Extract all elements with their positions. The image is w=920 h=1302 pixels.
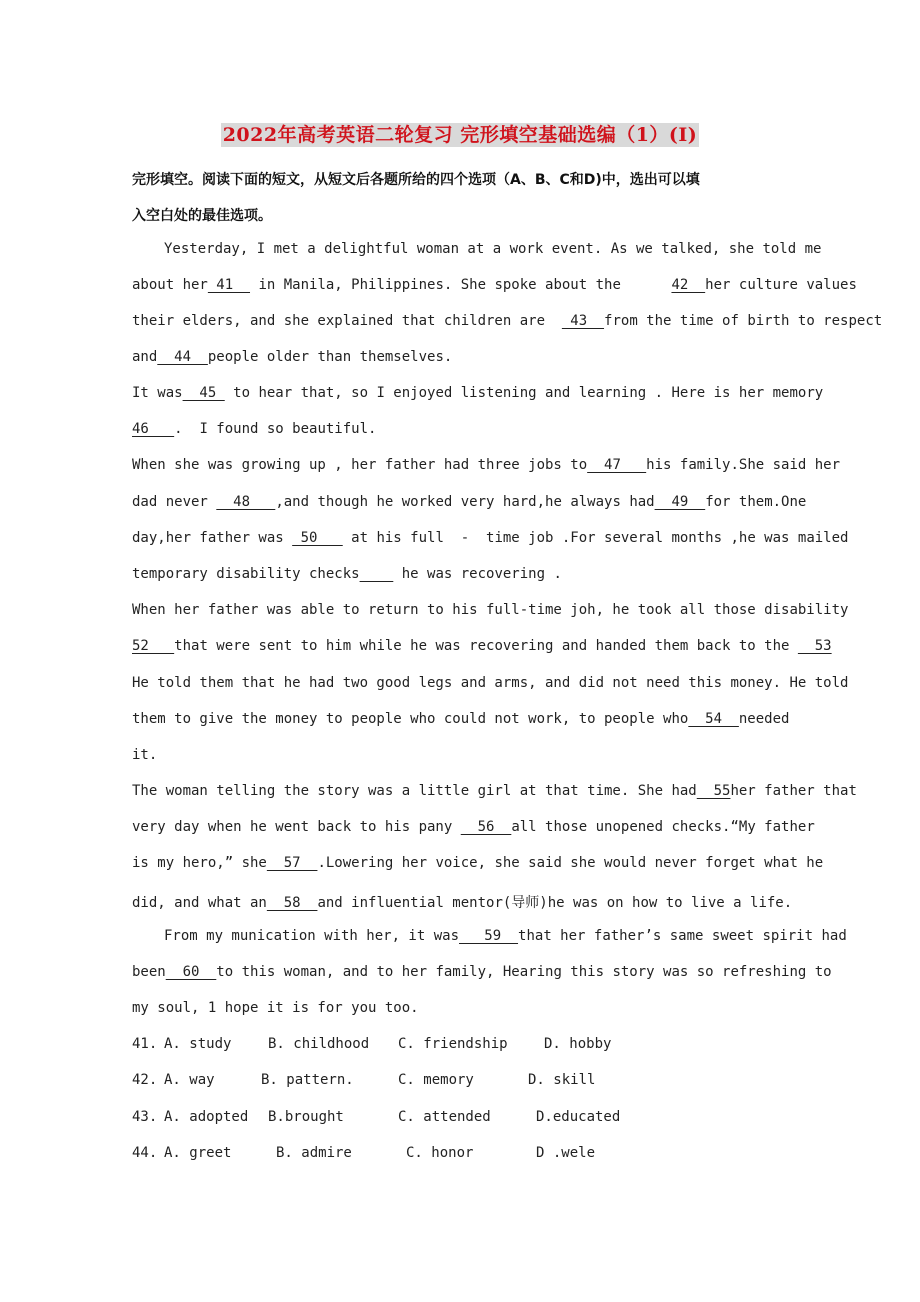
passage-line (132, 638, 832, 654)
passage-text: The woman telling the story was a little girl at that time. She had (132, 783, 697, 799)
passage-line (132, 711, 789, 727)
answer-option: C. attended (398, 1109, 491, 1125)
passage-text: .Lowering her voice, she said she would never forget what he (317, 855, 824, 871)
blank-number: 45 (182, 385, 225, 401)
passage-line (132, 385, 823, 401)
passage-text: at his full - time job .For several months ,he was mailed (342, 530, 849, 546)
passage-line (132, 349, 452, 365)
blank-number: 55 (696, 783, 731, 799)
question-number: 44. (132, 1145, 158, 1161)
passage-line (132, 566, 562, 582)
answer-option: D .wele (536, 1145, 596, 1161)
passage-text: he was recovering . (393, 566, 562, 582)
answer-option: A. study (164, 1036, 232, 1052)
passage-line (132, 892, 792, 912)
passage-text: needed (738, 711, 790, 727)
blank-number: 54 (688, 711, 739, 727)
passage-line (132, 1000, 419, 1016)
passage-text: their elders, and she explained that children are (132, 313, 562, 329)
blank-number: 42 (671, 277, 706, 293)
passage-text: From my munication with her, it was (164, 928, 460, 944)
blank-number: 41 (207, 277, 251, 293)
passage-text: his family.She said her (646, 457, 841, 473)
passage-text: it. (132, 747, 158, 763)
answer-option: B. admire (276, 1145, 352, 1161)
passage-text: my soul, 1 hope it is for you too. (132, 1000, 419, 1016)
passage-text: been (132, 964, 166, 980)
blank-number: 59 (459, 928, 519, 944)
passage-text: very day when he went back to his pany (132, 819, 461, 835)
passage-line (132, 494, 806, 510)
passage-line (164, 241, 821, 257)
answer-option: B. childhood (268, 1036, 370, 1052)
passage-line (132, 530, 848, 546)
passage-text: people older than themselves. (207, 349, 453, 365)
passage-text: from the time of birth to respect (604, 313, 883, 329)
question-number: 43. (132, 1109, 158, 1125)
blank-number: 56 (460, 819, 512, 835)
passage-line (132, 421, 376, 437)
passage-text: all those unopened checks.“My father (511, 819, 815, 835)
passage-text: . I found so beautiful. (174, 421, 377, 437)
answer-option: C. friendship (398, 1036, 508, 1052)
instruction-line: 完形填空。阅读下面的短文，从短文后各题所给的四个选项（A、B、C和D)中，选出可以填 (132, 172, 700, 188)
passage-text: Yesterday, I met a delightful woman at a work event. As we talked, she told me (164, 241, 822, 257)
question-number: 41. (132, 1036, 158, 1052)
blank-number: 49 (654, 494, 706, 510)
passage-text: dad never (132, 494, 217, 510)
passage-line (132, 855, 823, 871)
blank-number: 52 (132, 638, 175, 654)
answer-option: A. way (164, 1072, 215, 1088)
passage-line (164, 928, 847, 944)
answer-option: A. greet (164, 1145, 232, 1161)
blank-number: 46 (132, 421, 175, 437)
passage-text: that were sent to him while he was recovering and handed them back to the (174, 638, 798, 654)
passage-line (132, 277, 857, 293)
answer-option: B. pattern. (261, 1072, 354, 1088)
blank-number: 44 (157, 349, 208, 365)
passage-text: and (132, 349, 158, 365)
passage-text: about her (132, 277, 208, 293)
passage-text: to this woman, and to her family, Hearing this story was so refreshing to (216, 964, 832, 980)
answer-option: D. skill (528, 1072, 596, 1088)
answer-option: A. adopted (164, 1109, 249, 1125)
answer-option: C. memory (398, 1072, 474, 1088)
passage-line (132, 783, 857, 799)
instruction-line: 入空白处的最佳选项。 (132, 208, 272, 224)
blank-number: 57 (266, 855, 318, 871)
passage-line (132, 602, 848, 618)
passage-text: When she was growing up , her father had three jobs to (132, 457, 588, 473)
answer-option: D.educated (536, 1109, 621, 1125)
blank-number: 47 (587, 457, 647, 473)
passage-text: to hear that, so I enjoyed listening and learning . Here is her memory (224, 385, 824, 401)
answer-option: B.brought (268, 1109, 344, 1125)
document-title (0, 120, 920, 147)
passage-line (132, 313, 882, 329)
passage-text: her culture values (705, 277, 857, 293)
blank-number (360, 566, 394, 582)
passage-line (132, 819, 815, 835)
passage-line (132, 747, 157, 763)
passage-line (132, 675, 848, 691)
passage-text: and influential mentor(导师)he was on how to live a life. (317, 895, 793, 911)
blank-number: 53 (797, 638, 832, 654)
passage-text: temporary disability checks (132, 566, 360, 582)
blank-number: 50 (292, 530, 343, 546)
passage-line (132, 457, 840, 473)
title-text: 2022年高考英语二轮复习 完形填空基础选编（1）(I) (222, 124, 698, 146)
blank-number: 60 (165, 964, 217, 980)
blank-number: 58 (266, 895, 318, 911)
passage-line (132, 964, 832, 980)
blank-number: 48 (216, 494, 276, 510)
passage-text: did, and what an (132, 895, 267, 911)
passage-text: day,her father was (132, 530, 293, 546)
passage-text: He told them that he had two good legs and arms, and did not need this money. He told (132, 675, 849, 691)
passage-text: When her father was able to return to his full-time joh, he took all those disability (132, 602, 849, 618)
passage-text: for them.One (705, 494, 807, 510)
passage-text: them to give the money to people who could not work, to people who (132, 711, 689, 727)
passage-text: is my hero,” she (132, 855, 267, 871)
passage-text: It was (132, 385, 183, 401)
passage-text: in Manila, Philippines. She spoke about the (250, 277, 672, 293)
question-number: 42. (132, 1072, 158, 1088)
passage-text: her father that (730, 783, 857, 799)
passage-text: ,and though he worked very hard,he always had (275, 494, 655, 510)
answer-option: C. honor (406, 1145, 474, 1161)
passage-text: that her father’s same sweet spirit had (518, 928, 847, 944)
answer-option: D. hobby (544, 1036, 612, 1052)
blank-number: 43 (561, 313, 605, 329)
